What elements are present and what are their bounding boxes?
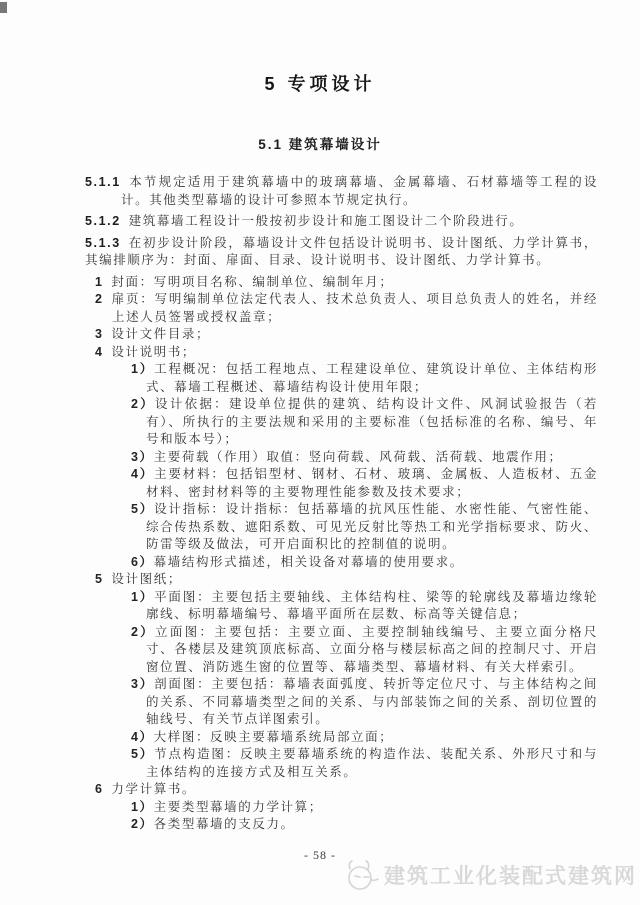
sub-item-text: 剖面图：主要包括：幕墙表面弧度、转折等定位尺寸、与主体结构之间的关系、不同幕墙类型之间的关系、与内部装饰之间的关系、剖切位置的轴线号、有关节点详图索引。 — [146, 677, 598, 726]
list-item — [95, 326, 598, 344]
sub-item-text: 主要荷载（作用）取值：竖向荷载、风荷载、活荷载、地震作用； — [153, 449, 563, 464]
sub-item — [131, 396, 598, 449]
item-number: 4 — [95, 344, 104, 359]
sub-item-number: 3） — [131, 677, 155, 691]
item-number: 5 — [95, 572, 104, 586]
sub-item-number: 5） — [131, 747, 155, 761]
sub-item-number: 2） — [131, 397, 156, 411]
sub-item — [131, 449, 598, 467]
sub-item — [131, 624, 598, 677]
sub-item-text: 各类型幕墙的支反力。 — [153, 817, 295, 831]
sub-item-text: 设计指标：设计指标：包括幕墙的抗风压性能、水密性能、气密性能、综合传热系数、遮阳系数、可见光反射比等热工和光学指标要求、防火、防雷等级及做法，可开启面积比的控制值的说明。 — [146, 502, 598, 551]
item-number: 1 — [95, 274, 104, 289]
clause-number: 5.1.3 — [85, 235, 121, 250]
document-body — [85, 174, 598, 834]
sub-item-number: 6） — [131, 554, 154, 569]
sub-item — [131, 746, 598, 781]
item-text: 设计图纸； — [111, 572, 182, 586]
sub-item-number: 1） — [131, 799, 154, 814]
section-heading: 5.1 建筑幕墙设计 — [258, 137, 382, 152]
list-item — [95, 291, 598, 326]
list-item — [95, 344, 598, 362]
watermark — [338, 856, 637, 894]
sub-item-text: 节点构造图：反映主要幕墙系统的构造作法、装配关系、外形尺寸和与主体结构的连接方式及相互关系。 — [146, 747, 598, 779]
sub-item-number: 2） — [131, 624, 156, 639]
sub-item — [131, 361, 598, 396]
list-item — [95, 274, 598, 292]
sub-item — [131, 799, 598, 817]
clause-text: 建筑幕墙工程设计一般按初步设计和施工图设计二个阶段进行。 — [128, 214, 524, 228]
sub-item-number: 4） — [131, 729, 154, 744]
sub-item — [131, 589, 598, 624]
sub-item — [131, 501, 598, 554]
clause-5-1-3 — [85, 235, 598, 270]
page-number: - 58 - — [304, 848, 336, 862]
sub-item — [131, 816, 598, 834]
sub-item-text: 设计依据：建设单位提供的建筑、结构设计文件、风洞试验报告（若有）、所执行的主要法规和采用的主要标准（包括标准的名称、编号、年号和版本号）； — [146, 397, 598, 446]
sub-item-number: 1） — [131, 589, 155, 604]
sub-item — [131, 554, 598, 572]
sub-item-text: 立面图：主要包括：主要立面、主要控制轴线编号、主要立面分格尺寸、各楼层及建筑顶底标高、立面分格与楼层标高之间的控制尺寸、开启窗位置、消防逃生窗的位置等、幕墙类型、幕墙材料、有关大样索引。 — [146, 624, 598, 674]
sub-item-number: 4） — [131, 467, 155, 481]
scan-artifact — [0, 2, 7, 13]
sub-item-text: 大样图：反映主要幕墙系统局部立面； — [153, 729, 394, 744]
clause-number: 5.1.2 — [85, 214, 121, 228]
clause-text: 本节规定适用于建筑幕墙中的玻璃幕墙、金属幕墙、石材幕墙等工程的设计。其他类型幕墙的设计可参照本节规定执行。 — [121, 175, 598, 207]
sub-item-number: 2） — [131, 817, 154, 831]
sub-item-text: 幕墙结构形式描述，相关设备对幕墙的使用要求。 — [153, 554, 464, 569]
sub-item-number: 3） — [131, 449, 154, 464]
item-number: 6 — [95, 782, 104, 796]
item-text: 封面：写明项目名称、编制单位、编制年月； — [111, 274, 394, 289]
item-text: 扉页：写明编制单位法定代表人、技术总负责人、项目总负责人的姓名，并经上述人员签署或授权盖章； — [111, 292, 598, 324]
sub-item-text: 工程概况：包括工程地点、工程建设单位、建筑设计单位、主体结构形式、幕墙工程概述、幕墙结构设计使用年限； — [146, 362, 598, 394]
sub-item — [131, 729, 598, 747]
item-number: 3 — [95, 327, 104, 341]
sub-item — [131, 676, 598, 729]
sub-item-number: 1） — [131, 362, 155, 376]
list-item — [95, 571, 598, 589]
item-number: 2 — [95, 292, 104, 306]
sub-item — [131, 466, 598, 501]
chapter-title: 5 专项设计 — [264, 74, 376, 94]
item-text: 设计文件目录； — [111, 327, 211, 341]
sub-item-text: 主要类型幕墙的力学计算； — [153, 799, 323, 814]
sub-item-text: 主要材料：包括铝型材、钢材、石材、玻璃、金属板、人造板材、五金材料、密封材料等的主要物理性能参数及技术要求； — [146, 467, 598, 499]
clause-text: 在初步设计阶段，幕墙设计文件包括设计说明书、设计图纸、力学计算书，其编排顺序为：封面、扉面、目录、设计说明书、设计图纸、力学计算书。 — [85, 235, 598, 267]
sub-item-text: 平面图：主要包括主要轴线、主体结构柱、梁等的轮廓线及幕墙边缘轮廓线、标明幕墙编号、幕墙平面所在层数、标高等关键信息； — [146, 589, 598, 621]
clause-5-1-1 — [85, 174, 598, 209]
item-text: 力学计算书。 — [111, 782, 197, 796]
clause-5-1-2 — [85, 213, 598, 231]
sub-item-number: 5） — [131, 502, 155, 516]
item-text: 设计说明书； — [111, 344, 197, 359]
clause-number: 5.1.1 — [85, 175, 121, 189]
mascot-face-icon — [338, 856, 382, 894]
watermark-text: 建筑工业化装配式建筑网 — [384, 865, 637, 888]
list-item — [95, 781, 598, 799]
